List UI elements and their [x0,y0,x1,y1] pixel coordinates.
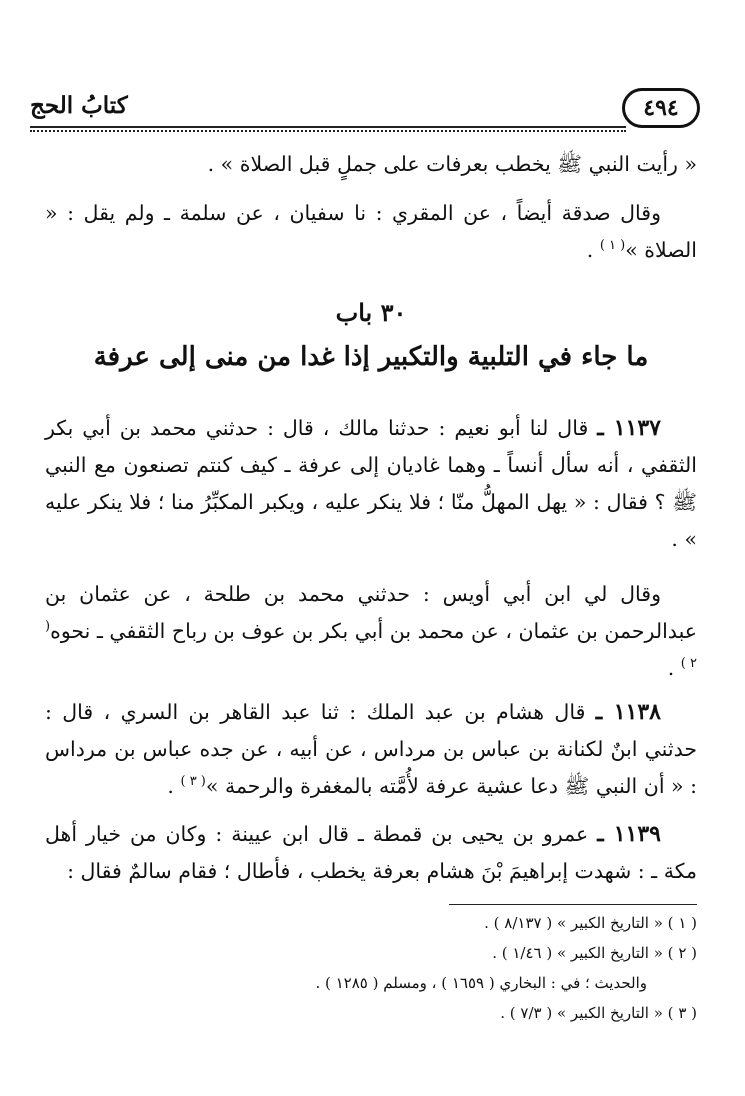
hadith-number: ١١٣٨ ـ [595,699,661,725]
sadaqa-end: . [586,238,600,262]
footnote-ref-3: ( ٣ ) [180,774,206,790]
footnote-1: ( ١ ) « التاريخ الكبير » ( ٨/١٣٧ ) . [484,914,697,932]
hadith-1139 [45,816,697,890]
footnote-3: ( ٣ ) « التاريخ الكبير » ( ٧/٣ ) . [500,1004,697,1022]
page-number-badge: ٤٩٤ [622,88,700,128]
footnote-ref-1: ( ١ ) [599,238,626,254]
sadaqa-text: وقال صدقة أيضاً ، عن المقري : نا سفيان ، عن سلمة ـ ولم يقل : « الصلاة » [45,201,697,262]
sadaqa-narration [45,195,697,269]
hadith-1137 [45,410,697,558]
narration-text: وقال لي ابن أبي أويس : حدثني محمد بن طلحة ، عن عثمان بن عبدالرحمن بن عثمان ، عن محمد بن أبي بكر بن عوف بن رباح الثقفي ـ نحوه [45,582,697,643]
footnotes [45,908,697,1028]
chapter-title: ما جاء في التلبية والتكبير إذا غدا من منى إلى عرفة [93,342,649,372]
footnote-2-detail: والحديث ؛ في : البخاري ( ١٦٥٩ ) ، ومسلم ( ١٢٨٥ ) . [315,974,647,992]
book-title: كتابُ الحج [30,92,128,119]
continued-text [45,146,697,269]
header-dotted-rule [30,130,626,132]
hadith-number: ١١٣٩ ـ [597,821,661,847]
header-rule [30,126,626,128]
hadith-end: . [167,774,181,798]
hadith-1138 [45,694,697,805]
hadith-number: ١١٣٧ ـ [597,415,661,441]
awais-narration [45,576,697,687]
narration-end: . [667,656,681,680]
hadith-continuation: « رأيت النبي ﷺ يخطب بعرفات على جملٍ قبل الصلاة » . [207,152,697,176]
footnote-separator [449,904,697,905]
hadith-text: قال لنا أبو نعيم : حدثنا مالك ، قال : حدثني محمد بن أبي بكر الثقفي ، أنه سأل أنساً ـ وهما غاديان إلى عرفة ـ كيف كنتم تصنعون مع النبي ﷺ ؟ فقال : « يهل المهلُّ منّا ؛ فلا ينكر عليه ، ويكبر المكبِّرُ منا ؛ فلا ينكر عليه » . [45,416,697,551]
hadith-text: عمرو بن يحيى بن قمطة ـ قال ابن عيينة : وكان من خيار أهل مكة ـ : شهدت إبراهيمَ بْنَ هشام بعرفة يخطب ، فأطال ؛ فقام سالمٌ فقال : [45,822,697,883]
footnote-2: ( ٢ ) « التاريخ الكبير » ( ١/٤٦ ) . [492,944,697,962]
hadith-text: قال هشام بن عبد الملك : ثنا عبد القاهر بن السري ، قال : حدثني ابنٌ لكنانة بن عباس بن مرداس ، عن أبيه ، عن جده عباس بن مرداس : « أن النبي ﷺ دعا عشية عرفة لأُمَّته بالمغفرة والرحمة » [45,700,697,798]
page-header [30,88,700,132]
footnote-ref-2: ( ٢ ) [45,619,697,672]
chapter-number: ٣٠ باب [335,298,407,327]
